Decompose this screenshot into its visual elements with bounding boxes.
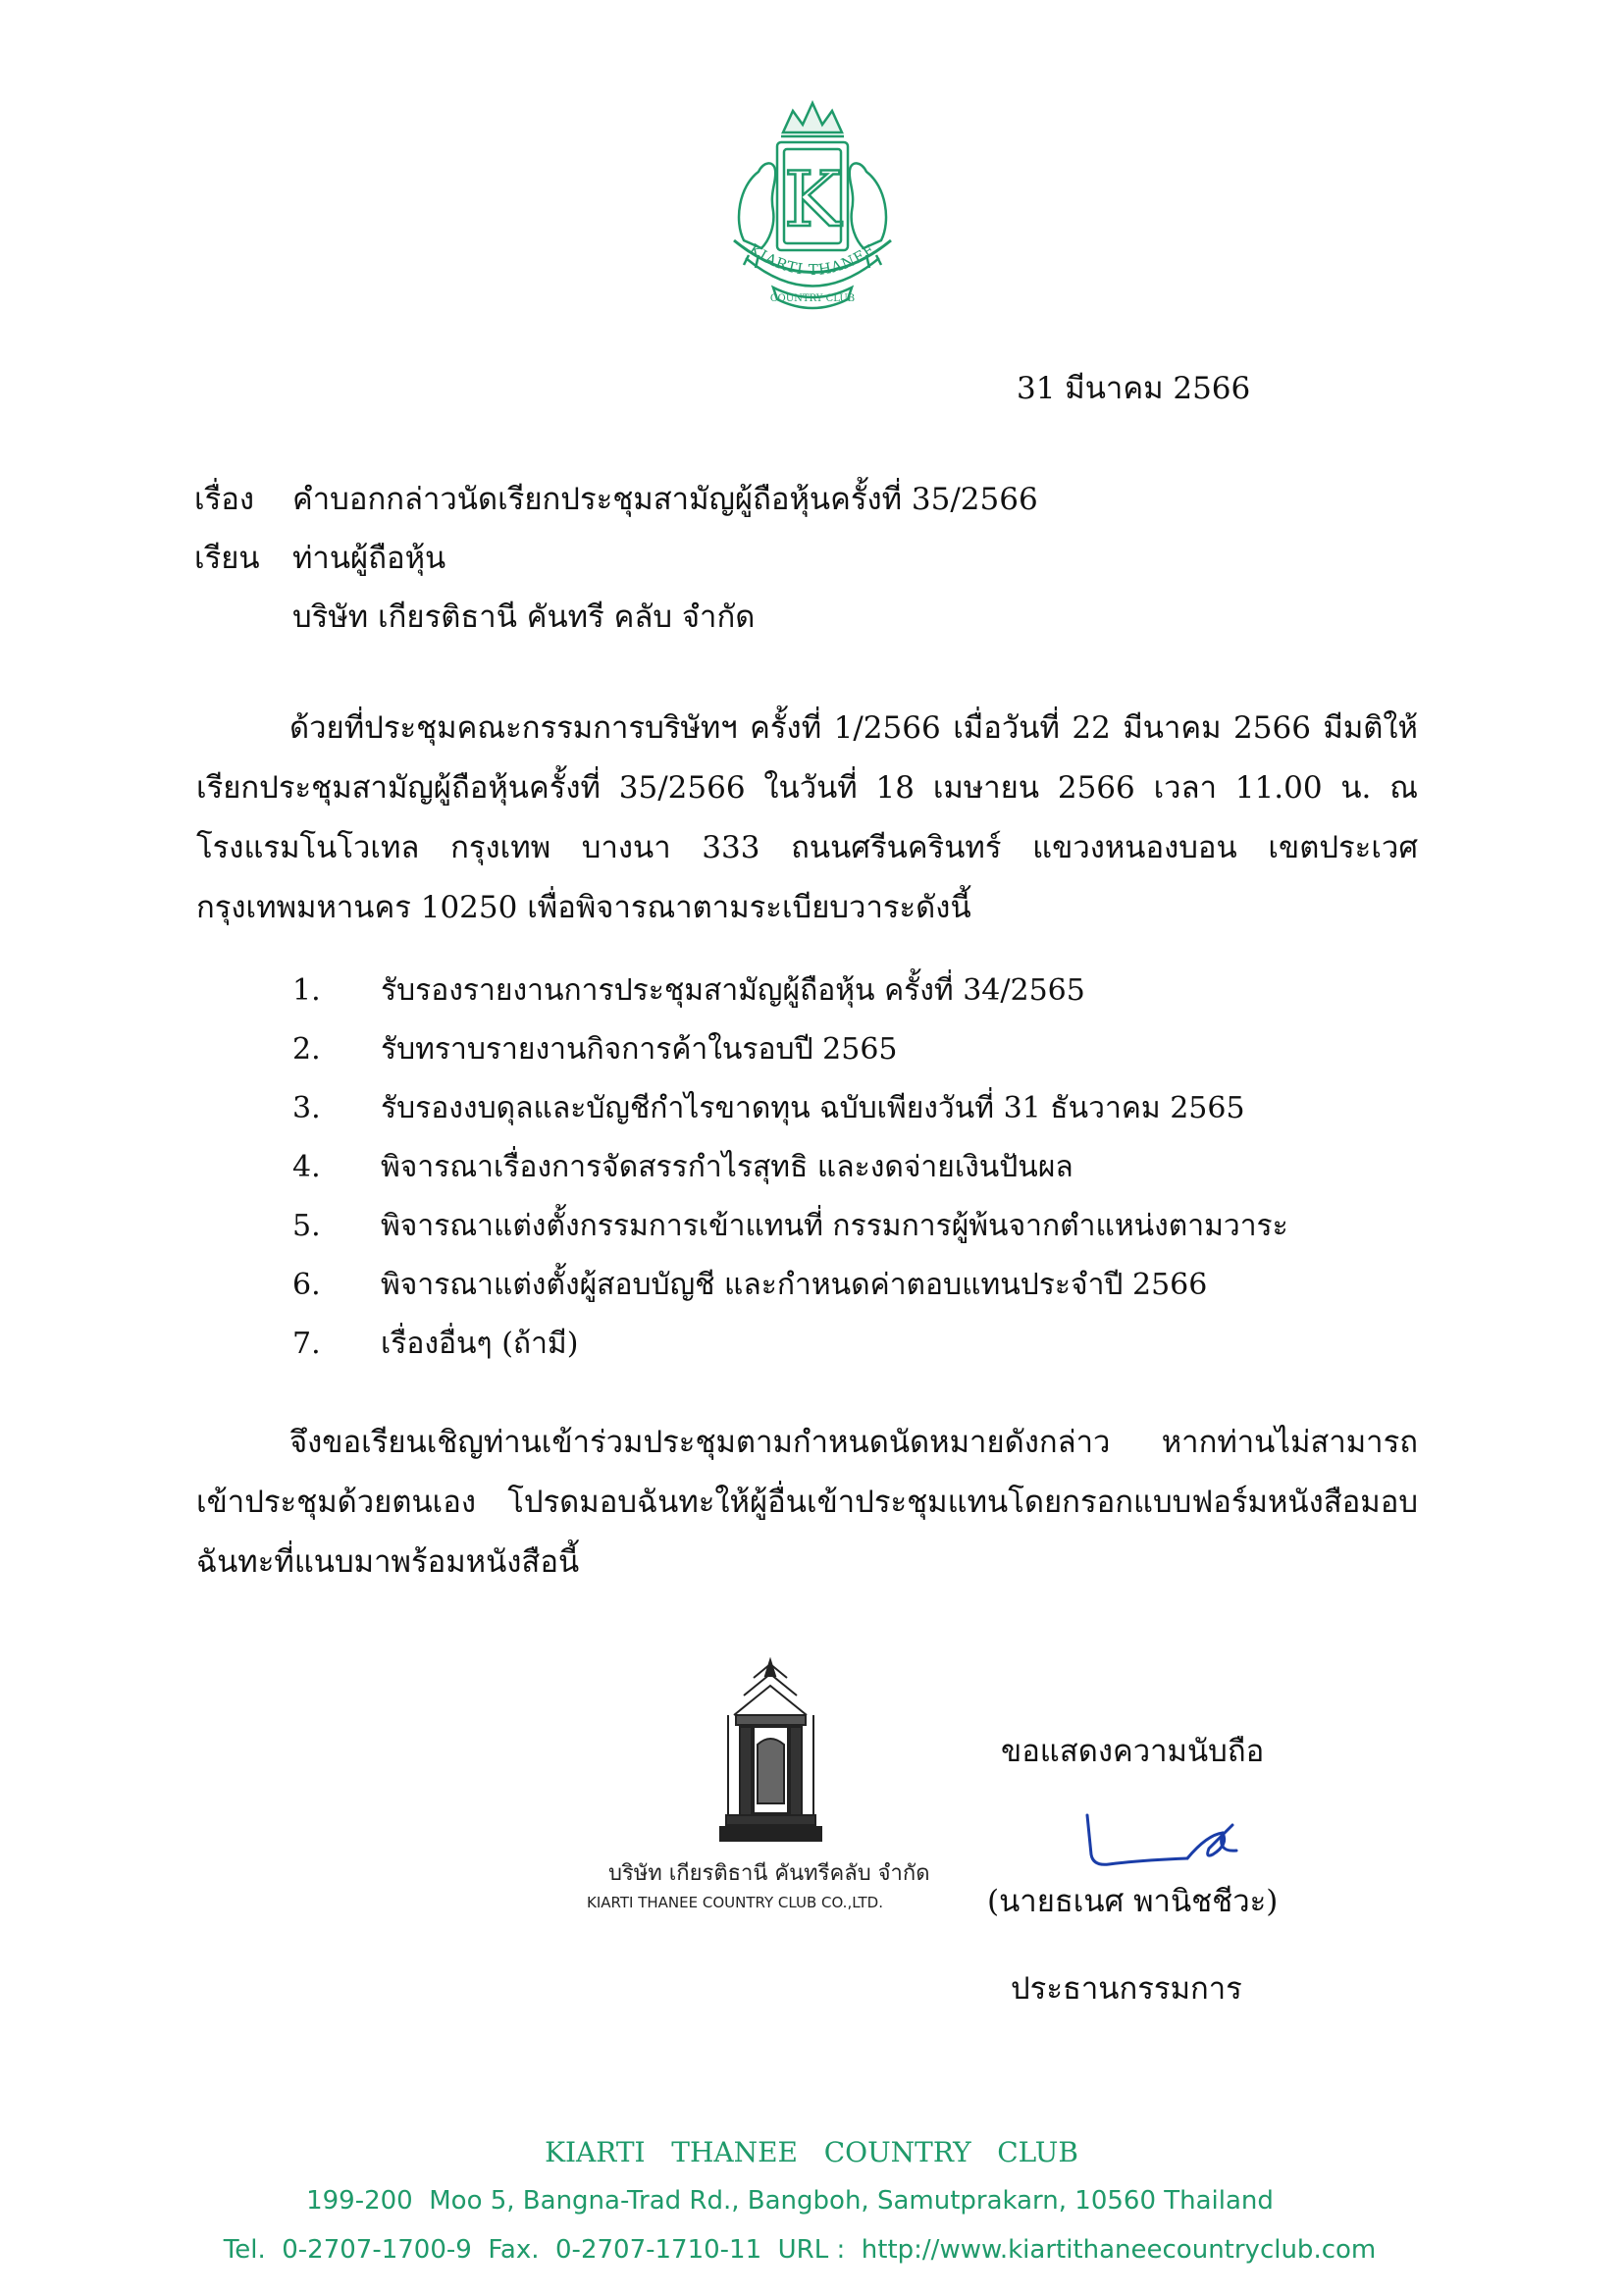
closing-paragraph-text: จึงขอเรียนเชิญท่านเข้าร่วมประชุมตามกำหนดนัดหมายดังกล่าว หากท่านไม่สามารถเข้าประชุมด้วยตนเอง โปรดมอบฉันทะให้ผู้อื่นเข้าประชุมแทนโดยกรอกแบบฟอร์มหนังสือมอบฉันทะที่แนบมาพร้อมหนังสือนี้ xyxy=(196,1425,1418,1580)
agenda-item xyxy=(292,1207,1288,1246)
intro-paragraph xyxy=(196,699,1418,938)
stamp-thai-text: บริษัท เกียรติธานี คันทรีคลับ จำกัด xyxy=(608,1861,930,1886)
recipient-label: เรียน xyxy=(194,541,260,576)
intro-paragraph-text: ด้วยที่ประชุมคณะกรรมการบริษัทฯ ครั้งที่ 1/2566 เมื่อวันที่ 22 มีนาคม 2566 มีมติให้เรียกประชุมสามัญผู้ถือหุ้นครั้งที่ 35/2566 ในวันที่ 18 เมษายน 2566 เวลา 11.00 น. ณ โรงแรมโนโวเทล กรุงเทพ บางนา 333 ถนนศรีนครินทร์ แขวงหนองบอน เขตประเวศ กรุงเทพมหานคร 10250 เพื่อพิจารณาตามระเบียบวาระดังนี้ xyxy=(196,710,1418,925)
logo-text-sub: COUNTRY CLUB xyxy=(769,293,856,304)
kiarti-thanee-logo xyxy=(705,93,920,319)
footer-address: 199-200 Moo 5, Bangna-Trad Rd., Bangboh, Samutprakarn, 10560 Thailand xyxy=(306,2186,1274,2216)
closing-paragraph xyxy=(196,1413,1418,1592)
agenda-number: 6. xyxy=(292,1268,321,1302)
agenda-text: รับรองงบดุลและบัญชีกำไรขาดทุน ฉบับเพียงวันที่ 31 ธันวาคม 2565 xyxy=(381,1091,1245,1125)
recipient-line2: บริษัท เกียรติธานี คันทรี คลับ จำกัด xyxy=(292,600,756,635)
agenda-text: พิจารณาแต่งตั้งกรรมการเข้าแทนที่ กรรมการผู้พ้นจากตำแหน่งตามวาระ xyxy=(381,1209,1288,1243)
agenda-number: 5. xyxy=(292,1209,321,1243)
agenda-number: 7. xyxy=(292,1327,321,1361)
footer-contact: Tel. 0-2707-1700-9 Fax. 0-2707-1710-11 URL : http://www.kiartithaneecountryclub.com xyxy=(223,2235,1377,2265)
subject-text: คำบอกกล่าวนัดเรียกประชุมสามัญผู้ถือหุ้นครั้งที่ 35/2566 xyxy=(292,482,1038,517)
signature-icon xyxy=(1040,1805,1256,1884)
logo-text-main: KIARTI THANEE xyxy=(746,239,879,280)
agenda-number: 4. xyxy=(292,1150,321,1184)
letter-date: 31 มีนาคม 2566 xyxy=(1017,371,1251,406)
subject-label: เรื่อง xyxy=(194,482,255,517)
agenda-item xyxy=(292,1325,578,1364)
agenda-item xyxy=(292,1030,898,1070)
agenda-item xyxy=(292,1266,1207,1305)
company-stamp-icon xyxy=(714,1656,827,1852)
signatory-name: (นายธเนศ พานิชชีวะ) xyxy=(987,1884,1279,1919)
agenda-number: 1. xyxy=(292,973,321,1008)
agenda-text: พิจารณาเรื่องการจัดสรรกำไรสุทธิ และงดจ่ายเงินปันผล xyxy=(381,1150,1073,1184)
agenda-text: เรื่องอื่นๆ (ถ้ามี) xyxy=(381,1327,579,1361)
agenda-text: รับทราบรายงานกิจการค้าในรอบปี 2565 xyxy=(381,1032,898,1067)
agenda-item xyxy=(292,971,1085,1011)
signatory-title: ประธานกรรมการ xyxy=(1011,1971,1242,2007)
regards-text: ขอแสดงความนับถือ xyxy=(1001,1734,1265,1769)
logo-letter: K xyxy=(783,156,842,244)
agenda-number: 3. xyxy=(292,1091,321,1125)
agenda-text: พิจารณาแต่งตั้งผู้สอบบัญชี และกำหนดค่าตอบแทนประจำปี 2566 xyxy=(381,1268,1208,1302)
agenda-number: 2. xyxy=(292,1032,321,1067)
footer-organization: KIARTI THANEE COUNTRY CLUB xyxy=(545,2136,1078,2168)
stamp-english-text: KIARTI THANEE COUNTRY CLUB CO.,LTD. xyxy=(587,1894,883,1911)
agenda-text: รับรองรายงานการประชุมสามัญผู้ถือหุ้น ครั้งที่ 34/2565 xyxy=(381,973,1085,1008)
agenda-item xyxy=(292,1089,1245,1128)
agenda-item xyxy=(292,1148,1073,1187)
recipient-line1: ท่านผู้ถือหุ้น xyxy=(292,541,446,576)
